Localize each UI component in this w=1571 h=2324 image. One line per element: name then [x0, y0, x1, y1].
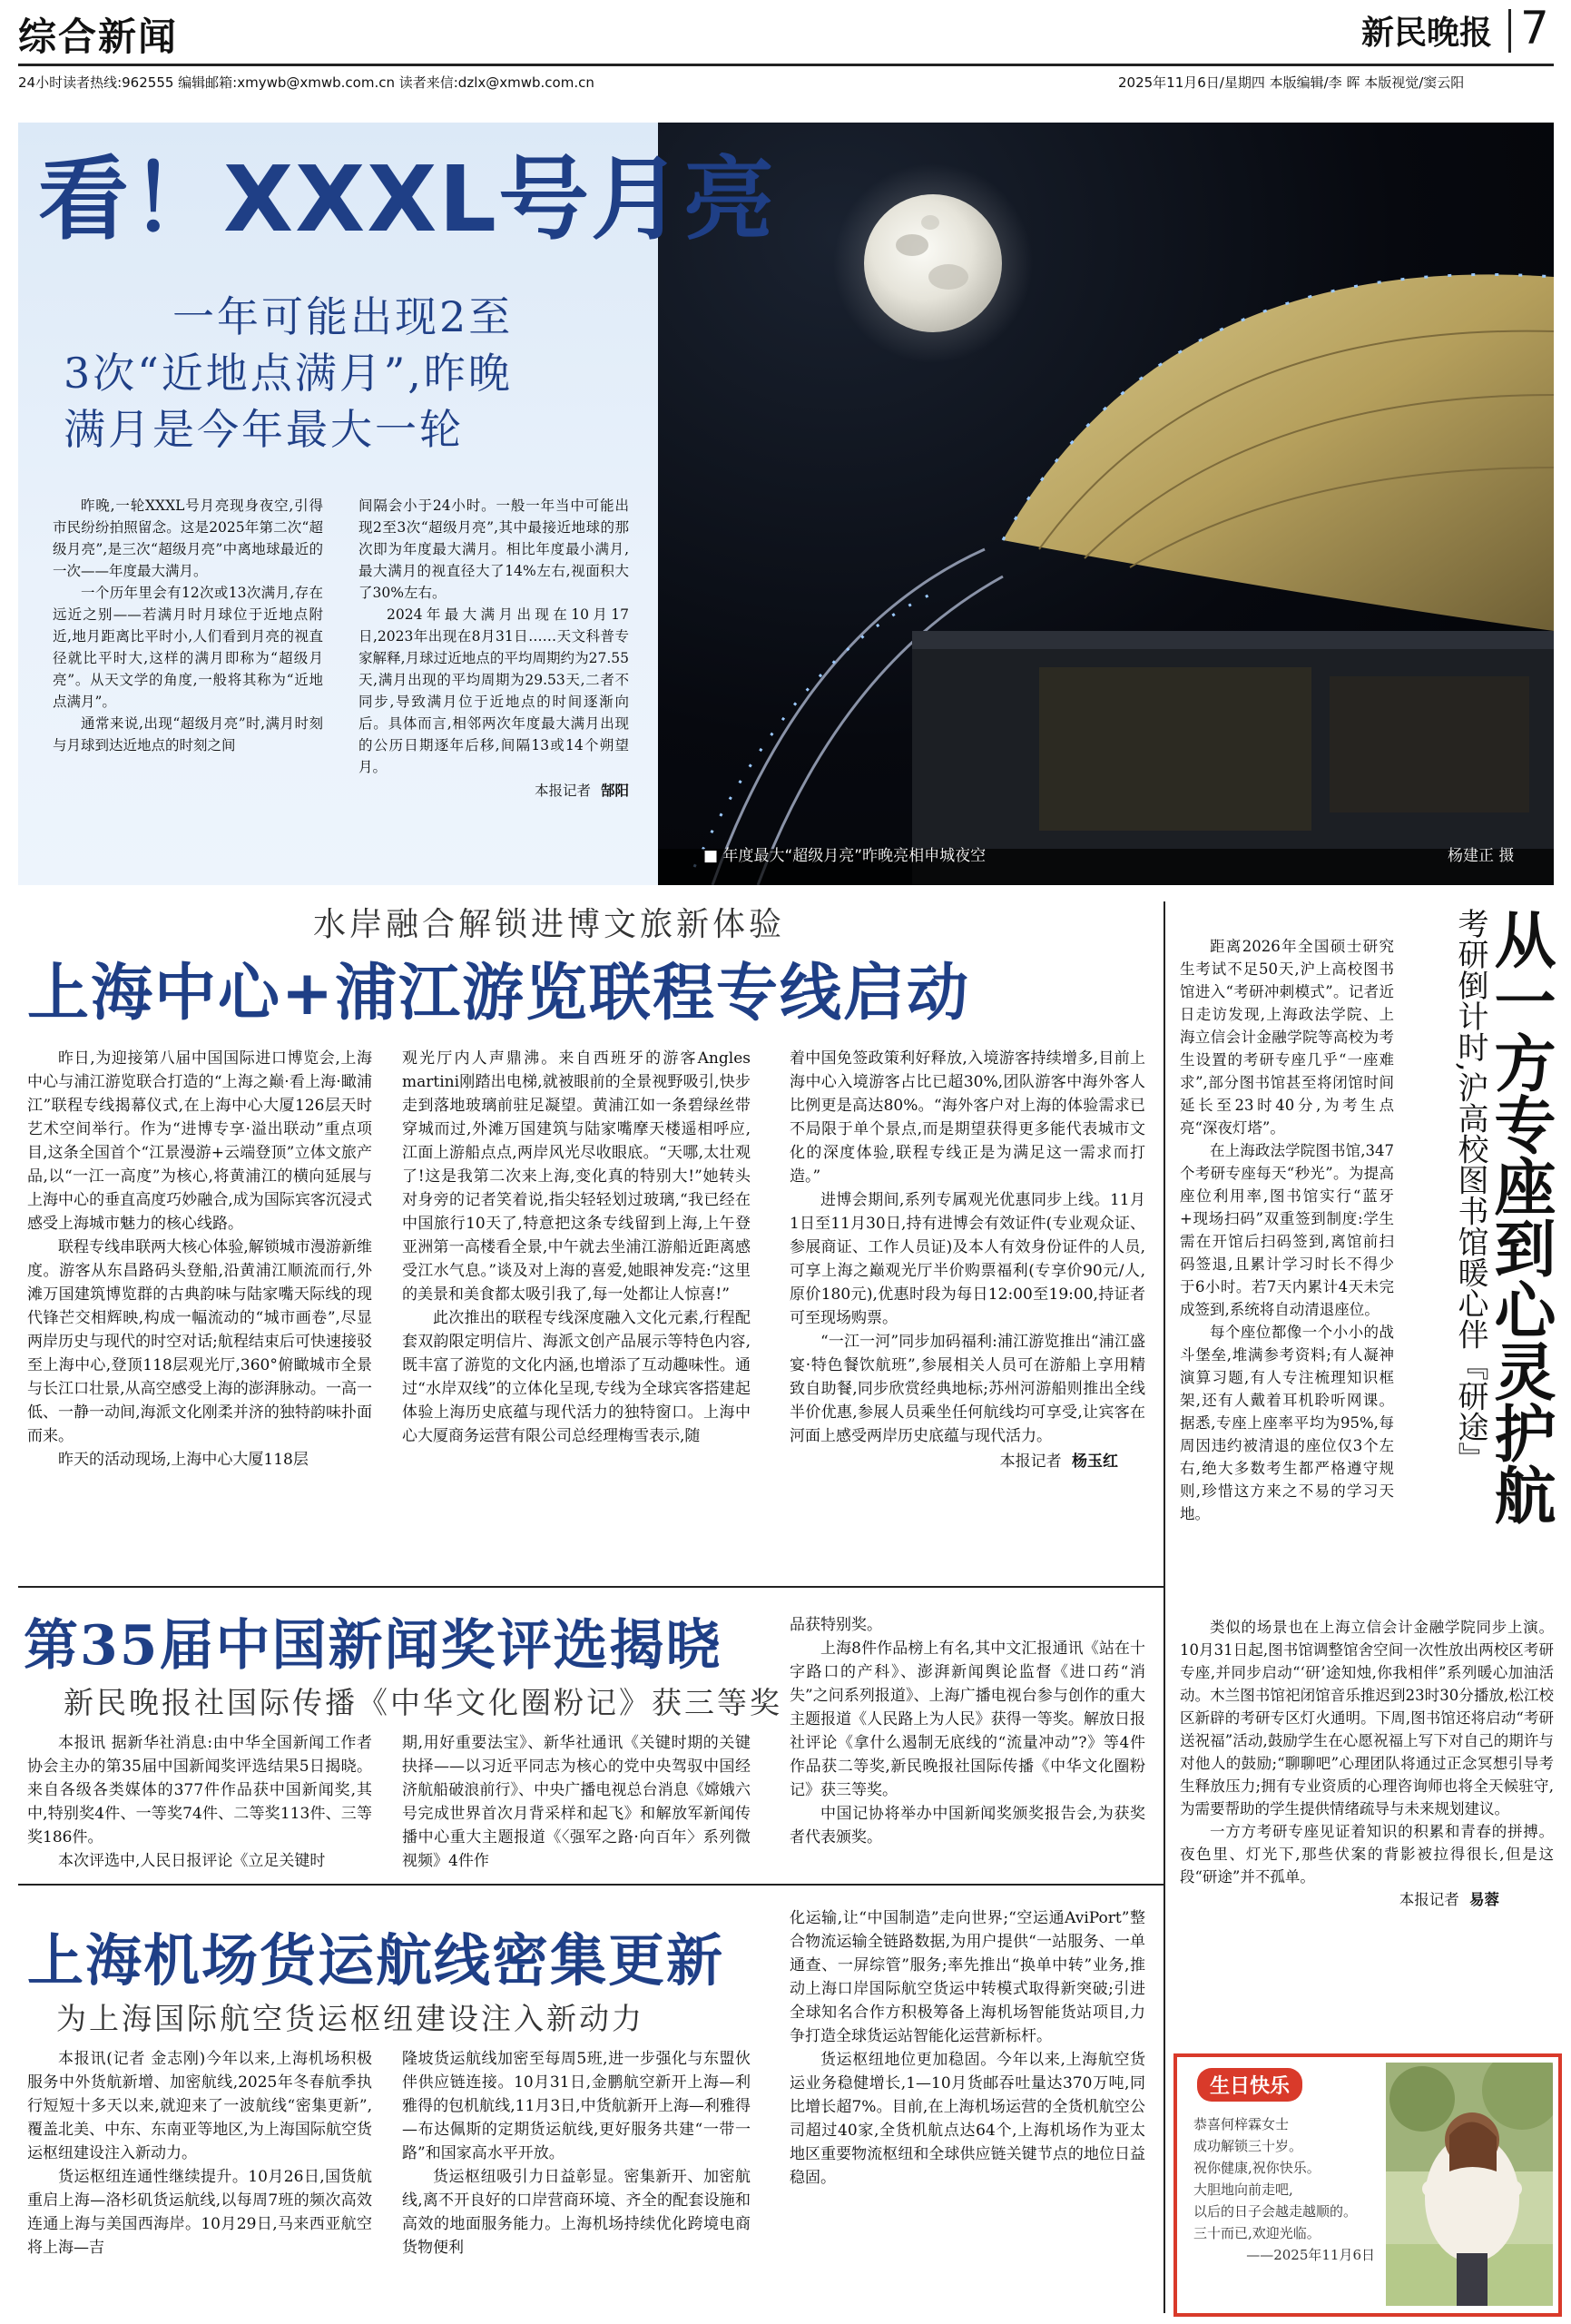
moon [864, 194, 1002, 332]
section-title: 综合新闻 [18, 15, 179, 59]
lead-subhead-line: 一年可能出现2至 [172, 292, 514, 341]
column-divider [1164, 901, 1165, 2313]
ferry-col-3 [790, 1047, 1145, 1473]
award-subhead: 新民晚报社国际传播《中华文化圈粉记》获三等奖 [64, 1685, 782, 1720]
ferry-col-1 [27, 1047, 372, 1472]
birthday-line: 以后的日子会越走越顺的。 [1193, 2203, 1358, 2220]
birthday-badge: 生日快乐 [1197, 2068, 1302, 2102]
paragraph: 本次评选中,人民日报评论《立足关键时 [58, 1852, 326, 1870]
lead-subhead [64, 289, 513, 458]
birthday-message [1193, 2113, 1375, 2266]
paragraph: 货运枢纽地位更加稳固。今年以来,上海航空货运业务稳健增长,1—10月货邮吞吐量达370万吨,同比增长超7%。目前,在上海机场运营的全货机航空公司超过40家,全货机航点达64个,上海机场作为亚太地区重要物流枢纽和全球供应链关键节点的地位日益稳固。 [790, 2051, 1145, 2187]
paragraph: 通常来说,出现“超级月亮”时,满月时刻与月球到达近地点的时刻之间 [53, 715, 323, 753]
cargo-col-2 [402, 2047, 751, 2260]
header-rule [18, 64, 1554, 66]
paragraph: 品获特别奖。 [790, 1616, 882, 1634]
paragraph: 2024年最大满月出现在10月17日,2023年出现在8月31日……天文科普专家解释,月球过近地点的平均周期约为27.55天,满月出现的平均周期为29.53天,二者不同步,导致满月位于近地点的时间逐渐向后。具体而言,相邻两次年度最大满月出现的公历日期逐年后移,间隔13或14个朔望月。 [358, 606, 629, 775]
birthday-notice [1173, 2053, 1562, 2317]
paragraph: 期,用好重要法宝》、新华社通讯《关键时期的关键抉择——以习近平同志为核心的党中央驾驭中国经济航船破浪前行》、中央广播电视总台消息《嫦娥六号完成世界首次月背采样和起飞》和解放军新闻传播中心重大主题报道《〈强军之路·向百年〉系列微视频》4件作 [402, 1734, 751, 1870]
paragraph: 一方方考研专座见证着知识的积累和青春的拼搏。夜色里、灯光下,那些伏案的背影被拉得很长,但是这段“研途”并不孤单。 [1180, 1823, 1554, 1886]
paragraph: 观光厅内人声鼎沸。来自西班牙的游客Angles martini刚踏出电梯,就被眼前的全景视野吸引,快步走到落地玻璃前驻足凝望。黄浦江如一条碧绿丝带穿城而过,外滩万国建筑与陆家嘴摩天楼遥相呼应,江面上游船点点,两岸风光尽收眼底。“天哪,太壮观了!这是我第二次来上海,变化真的特别大!”她转头对身旁的记者笑着说,指尖轻轻划过玻璃,“我已经在中国旅行10天了,特意把这条专线留到上海,上午登亚洲第一高楼看全景,中午就去坐浦江游船近距离感受江水气息。”谈及对上海的喜爱,她眼神发亮:“这里的美景和美食都太吸引我了,每一处都让人惊喜!” [402, 1049, 751, 1304]
divider [18, 1884, 1164, 1886]
dome-roof [1003, 274, 1554, 631]
paragraph: 隆坡货运航线加密至每周5班,进一步强化与东盟伙伴供应链连接。10月31日,金鹏航空新开上海—利雅得的包机航线,11月3日,中货航新开上海—利雅得—布达佩斯的定期货运航线,更好服务共建“一带一路”和国家高水平开放。 [402, 2050, 751, 2162]
paragraph: 距离2026年全国硕士研究生考试不足50天,沪上高校图书馆进入“考研冲刺模式”。记者近日走访发现,上海政法学院、上海立信会计金融学院等高校为考生设置的考研专座几乎“一座难求”,部分图书馆甚至将闭馆时间延长至23时40分,为考生点亮“深夜灯塔”。 [1180, 938, 1394, 1137]
library-byline [1180, 1888, 1554, 1911]
paragraph: 化运输,让“中国制造”走向世界;“空运通AviPort”整合物流运输全链路数据,为用户提供“一站服务、一单通查、一屏综管”服务;率先推出“换单中转”业务,推动上海口岸国际航空货运中转模式取得新突破;引进全球知名合作方积极筹备上海机场智能货站项目,力争打造全球货运站智能化运营新标杆。 [790, 1909, 1145, 2045]
paragraph: 类似的场景也在上海立信会计金融学院同步上演。10月31日起,图书馆调整馆舍空间一次性放出两校区考研专座,并同步启动“‘研’途知烛,你我相伴”系列暖心加油活动。木兰图书馆祀闭馆音乐推迟到23时30分播放,松江校区新辟的考研专区灯火通明。下周,图书馆还将启动“考研送祝福”活动,鼓励学生在心愿祝福上写下对自己的期许与对他人的鼓励;“聊聊吧”心理团队将通过正念冥想引导考生释放压力;拥有专业资质的心理咨询师也将全天候驻守,为需要帮助的学生提供情绪疏导与未来规划建议。 [1180, 1619, 1554, 1817]
library-col-top [1180, 935, 1394, 1525]
award-headline: 第35届中国新闻奖评选揭晓 [24, 1614, 722, 1678]
award-col-2 [402, 1731, 751, 1873]
ferry-kicker: 水岸融合解锁进博文旅新体验 [313, 906, 786, 943]
paragraph: “一江一河”同步加码福利:浦江游览推出“浦江盛宴·特色餐饮航班”,参展相关人员可在游船上享用精致自助餐,同步欣赏经典地标;苏州河游船则推出全线半价优惠,参展人员乘坐任何航线均可享受,让宾客在河面上感受两岸历史底蕴与现代活力。 [790, 1333, 1145, 1445]
byline-name: 易蓉 [1469, 1891, 1499, 1908]
cargo-subhead: 为上海国际航空货运枢纽建设注入新动力 [56, 2001, 644, 2036]
paragraph: 一个历年里会有12次或13次满月,存在远近之别——若满月时月球位于近地点附近,地月距离比平时小,人们看到月亮的视直径就比平时大,这样的满月即称为“超级月亮”。从天文学的角度,一般将其称为“近地点满月”。 [53, 585, 323, 710]
paragraph: 在上海政法学院图书馆,347个考研专座每天“秒光”。为提高座位利用率,图书馆实行“蓝牙+现场扫码”双重签到制度:学生需在开馆后扫码签到,离馆前扫码签退,且累计学习时长不得少于6小时。若7天内累计4天未完成签到,系统将自动清退座位。 [1180, 1142, 1394, 1318]
cargo-col-3 [790, 1906, 1145, 2190]
library-col-bottom [1180, 1616, 1554, 1911]
date-line: 2025年11月6日/星期四 本版编辑/李 晖 本版视觉/窦云阳 [1118, 74, 1465, 91]
cargo-col-1 [27, 2047, 372, 2260]
birthday-line: 大胆地向前走吧, [1193, 2181, 1293, 2198]
byline-name: 杨玉红 [1072, 1452, 1118, 1471]
byline-name: 郜阳 [600, 782, 629, 799]
ferry-byline [790, 1450, 1145, 1473]
paragraph: 昨天的活动现场,上海中心大厦118层 [58, 1451, 309, 1469]
paragraph: 每个座位都像一个小小的战斗堡垒,堆满参考资料;有人凝神演算习题,有人专注梳理知识框架,还有人戴着耳机聆听网课。据悉,专座上座率平均为95%,每周因违约被清退的座位仅3个左右,绝大多数考生都严格遵守规则,珍惜这方来之不易的学习天地。 [1180, 1324, 1394, 1522]
paragraph: 联程专线串联两大核心体验,解锁城市漫游新维度。游客从东昌路码头登船,沿黄浦江顺流而行,外滩万国建筑博览群的古典韵味与陆家嘴天际线的现代锋芒交相辉映,构成一幅流动的“城市画卷”,尽显两岸历史与现代的时空对话;航程结束后可快速接驳至上海中心,登顶118层观光厅,360°俯瞰城市全景与长江口壮景,从高空感受上海的澎湃脉动。一高一低、一静一动间,海派文化刚柔并济的独特韵味扑面而来。 [27, 1238, 372, 1445]
byline-label: 本报记者 [999, 1452, 1062, 1471]
paragraph: 间隔会小于24小时。一般一年当中可能出现2至3次“超级月亮”,其中最接近地球的那次即为年度最大满月。相比年度最小满月,最大满月的视直径大了14%左右,视面积大了30%左右。 [358, 497, 629, 601]
birthday-line: 三十而已,欢迎光临。 [1193, 2225, 1321, 2241]
ferry-headline: 上海中心+浦江游览联程专线启动 [27, 958, 970, 1029]
divider [18, 1586, 1164, 1588]
paragraph: 货运枢纽连通性继续提升。10月26日,国货航重启上海—洛杉矶货运航线,以每周7班的频次高效连通上海与美国西海岸。10月29日,马来西亚航空将上海—吉 [27, 2168, 372, 2257]
byline-label: 本报记者 [1399, 1891, 1459, 1908]
birthday-line: 祝你健康,祝你快乐。 [1193, 2160, 1321, 2176]
lead-subhead-line: 满月是今年最大一轮 [64, 405, 464, 454]
moon-photo-svg [658, 123, 1554, 885]
lead-byline [358, 780, 629, 802]
contact-line: 24小时读者热线:962555 编辑邮箱:xmywb@xmwb.com.cn 读者来信:dzlx@xmwb.com.cn [18, 74, 594, 91]
masthead-divider [1508, 9, 1511, 53]
award-col-1 [27, 1731, 372, 1873]
birthday-signature: ——2025年11月6日 [1246, 2247, 1375, 2263]
birthday-line: 恭喜何梓霖女士 [1193, 2116, 1290, 2132]
paragraph: 上海8件作品榜上有名,其中文汇报通讯《站在十字路口的产科》、澎湃新闻舆论监督《进口药“消失”之问系列报道》、上海广播电视台参与创作的重大主题报道《人民路上为人民》获得一等奖。解放日报社评论《拿什么遏制无底线的“流量冲动”?》等4件作品获二等奖,新民晚报社国际传播《中华文化圈粉记》获三等奖。 [790, 1640, 1145, 1799]
photo-credit: 杨建正 摄 [1448, 847, 1515, 865]
paragraph: 此次推出的联程专线深度融入文化元素,行程配套双韵限定明信片、海派文创产品展示等特色内容,既丰富了游览的文化内涵,也增添了互动趣味性。通过“水岸双线”的立体化呈现,专线为全球宾客搭建起体验上海历史底蕴与现代活力的独特窗口。上海中心大厦商务运营有限公司总经理梅雪表示,随 [402, 1309, 751, 1445]
birthday-line: 成功解锁三十岁。 [1193, 2138, 1303, 2154]
ferry-col-2 [402, 1047, 751, 1448]
lead-subhead-line: 3次“近地点满月”,昨晚 [64, 349, 513, 398]
paragraph: 昨日,为迎接第八届中国国际进口博览会,上海中心与浦江游览联合打造的“上海之巅·看上海·瞰浦江”联程专线揭幕仪式,在上海中心大厦126层天时艺术空间举行。作为“进博专享·溢出联动”重点项目,这条全国首个“江景漫游+云端登顶”立体文旅产品,以“一江一高度”为核心,将黄浦江的横向延展与上海中心的垂直高度巧妙融合,成为国际宾客沉浸式感受上海城市魅力的核心线路。 [27, 1049, 372, 1233]
moon-photo [658, 123, 1554, 885]
paragraph: 货运枢纽吸引力日益彰显。密集新开、加密航线,离不开良好的口岸营商环境、齐全的配套设施和高效的地面服务能力。上海机场持续优化跨境电商货物便利 [402, 2168, 751, 2257]
library-subhead: 考研倒计时,沪高校图书馆暖心伴『研途』 [1452, 908, 1488, 1473]
library-headline: 从一方专座到心灵护航 [1484, 908, 1556, 1525]
cargo-headline: 上海机场货运航线密集更新 [27, 1927, 725, 1994]
page-number: 7 [1520, 2, 1549, 54]
lead-headline: 看！XXXL号月亮 [38, 146, 777, 252]
paragraph: 着中国免签政策利好释放,入境游客持续增多,目前上海中心入境游客占比已超30%,团队游客中海外客人比例更是高达80%。“海外客户对上海的体验需求已不局限于单个景点,而是期望获得更多能代表城市文化的深度体验,联程专线正是为满足这一需求而打造。” [790, 1049, 1145, 1186]
award-col-3 [790, 1613, 1145, 1849]
paragraph: 本报讯 据新华社消息:由中华全国新闻工作者协会主办的第35届中国新闻奖评选结果5日揭晓。来自各级各类媒体的377件作品获中国新闻奖,其中,特别奖4件、一等奖74件、二等奖113件、三等奖186件。 [27, 1734, 372, 1846]
lead-col-2 [358, 495, 629, 802]
paragraph: 昨晚,一轮XXXL号月亮现身夜空,引得市民纷纷拍照留念。这是2025年第二次“超级月亮”,是三次“超级月亮”中离地球最近的一次——年度最大满月。 [53, 497, 323, 579]
paragraph: 中国记协将举办中国新闻奖颁奖报告会,为获奖者代表颁奖。 [790, 1805, 1145, 1846]
paragraph: 进博会期间,系列专属观光优惠同步上线。11月1日至11月30日,持有进博会有效证件(专业观众证、参展商证、工作人员证)及本人有效身份证件的人员,可享上海之巅观光厅半价购票福利(专享价90元/人,原价180元),优惠时段为每日12:00至19:00,持证者可至现场购票。 [790, 1191, 1145, 1327]
paragraph: 本报讯(记者 金志刚)今年以来,上海机场积极服务中外货航新增、加密航线,2025年冬春航季执行短短十多天以来,就迎来了一波航线“密集更新”,覆盖北美、中东、东南亚等地区,为上海国际航空货运枢纽建设注入新动力。 [27, 2050, 372, 2162]
masthead: 新民晚报 [1361, 14, 1493, 52]
lead-col-1 [53, 495, 323, 756]
birthday-photo [1386, 2063, 1553, 2306]
photo-caption: ■ 年度最大“超级月亮”昨晚亮相申城夜空 [703, 847, 987, 865]
byline-label: 本报记者 [535, 783, 592, 799]
